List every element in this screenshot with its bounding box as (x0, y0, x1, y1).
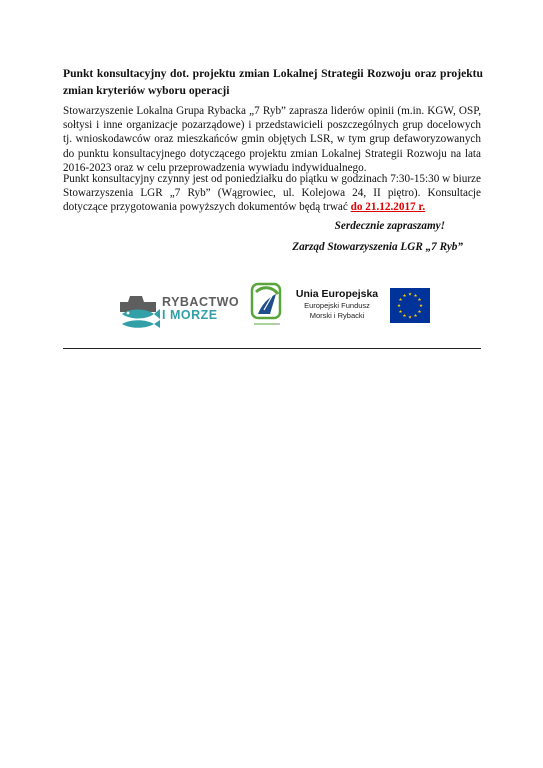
eu-title: Unia Europejska (295, 288, 379, 300)
eu-fund-line2: Morski i Rybacki (309, 311, 365, 320)
rybactwo-logo-line2: I MORZE (162, 308, 218, 322)
svg-text:★: ★ (402, 294, 407, 299)
svg-text:★: ★ (413, 294, 418, 299)
closing-line: Serdecznie zapraszamy! (334, 220, 445, 232)
rybactwo-logo-line1: RYBACTWO (162, 295, 240, 309)
paragraph-invitation: Stowarzyszenie Lokalna Grupa Rybacka „7 Ryb” zaprasza liderów opinii (m.in. KGW, OSP, sołtysi i inne organizacje pozarządowe) i przedstawicieli poszczególnych grup docelowych tj. wnioskodawców oraz mieszkańców gmin objętych LSR, w tym grup defaworyzowanych do punktu konsultacyjnego dotyczącego projektu zmian Lokalnej Strategii Rozwoju na lata 2016-2023 oraz w celu przeprowadzenia wywiadu indywidualnego. (63, 105, 481, 174)
bottom-divider (63, 348, 481, 349)
svg-text:★: ★ (398, 298, 403, 303)
svg-text:★: ★ (407, 315, 413, 321)
svg-text:★: ★ (402, 314, 407, 319)
paragraph-hours (63, 172, 481, 215)
svg-text:★: ★ (418, 304, 424, 309)
svg-text:★: ★ (413, 314, 418, 319)
deadline-date: do 21.12.2017 r. (350, 201, 426, 214)
svg-text:★: ★ (417, 310, 422, 315)
document-title: Punkt konsultacyjny dot. projektu zmian Lokalnej Strategii Rozwoju oraz projektu zmian kryteriów wyboru operacji (63, 67, 483, 97)
eu-fund-line1: Europejski Fundusz (304, 301, 370, 310)
svg-text:★: ★ (396, 304, 402, 309)
eu-logo-text (288, 288, 386, 321)
signature-line: Zarząd Stowarzyszenia LGR „7 Ryb” (292, 241, 463, 253)
logos-row (0, 280, 543, 340)
lgr-7-ryb-logo (248, 282, 284, 330)
svg-text:★: ★ (417, 298, 422, 303)
eu-flag-logo (390, 288, 430, 323)
rybactwo-logo-text (162, 296, 239, 322)
svg-text:★: ★ (398, 310, 403, 315)
svg-text:★: ★ (407, 292, 413, 298)
paragraph-hours-text: Punkt konsultacyjny czynny jest od poniedziałku do piątku w godzinach 7:30-15:30 w biurze Stowarzyszenia LGR „7 Ryb” (Wągrowiec, ul. Kolejowa 24, II piętro). Konsultacje dotyczące przygotowania powyższych dokumentów będą trwać (63, 173, 481, 214)
